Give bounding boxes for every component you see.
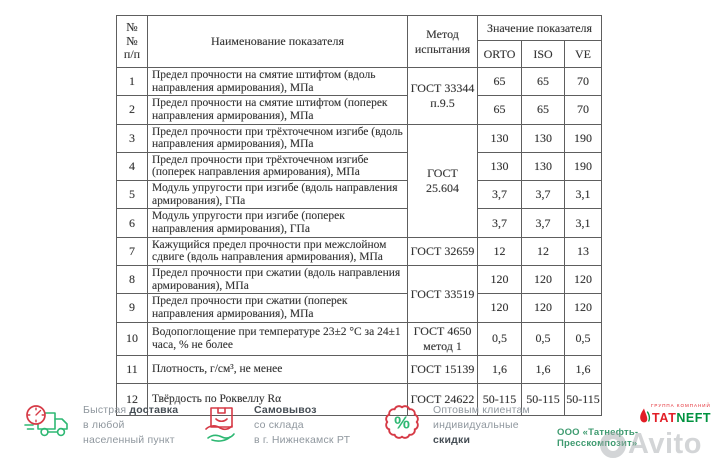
cell-num: 12 [117, 383, 148, 415]
cell-value-orto: 3,7 [478, 181, 522, 209]
cell-value-ve: 1,6 [565, 355, 602, 383]
cell-name: Предел прочности при сжатии (вдоль направления армирования), МПа [148, 265, 408, 293]
cell-num: 5 [117, 181, 148, 209]
cell-method: ГОСТ 33344 п.9.5 [408, 68, 478, 125]
cell-name: Плотность, г/см³, не менее [148, 355, 408, 383]
table-row [117, 322, 602, 355]
cell-num: 3 [117, 124, 148, 152]
table-row [117, 96, 602, 124]
feature-line: Самовывоз [254, 404, 317, 416]
feature-line: Быстрая доставка [83, 404, 179, 416]
delivery-truck-icon [22, 402, 74, 444]
header-value-group: Значение показателя [478, 16, 602, 41]
pickup-box-icon [198, 402, 244, 446]
discount-badge-icon [380, 400, 424, 444]
cell-name: Предел прочности на смятие штифтом (поперек направления армирования), МПа [148, 96, 408, 124]
cell-value-iso: 12 [522, 237, 565, 265]
feature-discount [380, 400, 530, 448]
company-name: ООО «Татнефть-Пресскомпозит» [557, 427, 639, 449]
cell-value-ve: 70 [565, 96, 602, 124]
cell-value-orto: 1,6 [478, 355, 522, 383]
logo-tagline: ГРУППА КОМПАНИЙ [651, 403, 711, 408]
table-row [117, 209, 602, 237]
cell-value-ve: 0,5 [565, 322, 602, 355]
cell-value-orto: 3,7 [478, 209, 522, 237]
cell-value-ve: 190 [565, 124, 602, 152]
table-row [117, 237, 602, 265]
cell-value-ve: 50-115 [565, 383, 602, 415]
feature-line: индивидуальные [433, 419, 519, 431]
cell-num: 8 [117, 265, 148, 293]
cell-value-orto: 65 [478, 68, 522, 96]
cell-value-orto: 120 [478, 265, 522, 293]
spec-table [116, 15, 602, 416]
cell-num: 4 [117, 152, 148, 180]
feature-pickup [198, 402, 350, 448]
cell-name: Твёрдость по Роквеллу Rα [148, 383, 408, 415]
feature-line: со склада [254, 419, 304, 431]
avito-watermark: Avito [600, 428, 702, 461]
feature-line: в г. Нижнекамск РТ [254, 434, 351, 446]
cell-value-iso: 130 [522, 152, 565, 180]
cell-method: ГОСТ 25.604 [408, 124, 478, 237]
cell-value-iso: 50-115 [522, 383, 565, 415]
feature-line: скидки [433, 434, 471, 446]
cell-value-iso: 65 [522, 96, 565, 124]
cell-value-ve: 120 [565, 294, 602, 322]
feature-line: населенный пункт [83, 434, 175, 446]
cell-value-iso: 130 [522, 124, 565, 152]
cell-method: ГОСТ 33519 [408, 265, 478, 322]
cell-value-ve: 190 [565, 152, 602, 180]
cell-value-ve: 3,1 [565, 181, 602, 209]
cell-value-orto: 50-115 [478, 383, 522, 415]
table-row [117, 152, 602, 180]
header-col-orto: ORTO [478, 41, 522, 68]
cell-value-iso: 3,7 [522, 209, 565, 237]
table-row [117, 68, 602, 96]
cell-name: Водопоглощение при температуре 23±2 °С за 24±1 часа, % не более [148, 322, 408, 355]
cell-value-iso: 65 [522, 68, 565, 96]
cell-value-orto: 130 [478, 124, 522, 152]
cell-value-orto: 0,5 [478, 322, 522, 355]
percent-glyph: % [394, 412, 410, 433]
table-row [117, 265, 602, 293]
cell-name: Модуль упругости при изгибе (поперек направления армирования), ГПа [148, 209, 408, 237]
cell-name: Модуль упругости при изгибе (вдоль направления армирования), ГПа [148, 181, 408, 209]
cell-method: ГОСТ 32659 [408, 237, 478, 265]
cell-num: 10 [117, 322, 148, 355]
table-row [117, 294, 602, 322]
cell-num: 2 [117, 96, 148, 124]
cell-value-ve: 70 [565, 68, 602, 96]
cell-value-orto: 120 [478, 294, 522, 322]
cell-value-ve: 13 [565, 237, 602, 265]
cell-method: ГОСТ 4650 метод 1 [408, 322, 478, 355]
table-row [117, 355, 602, 383]
cell-value-orto: 12 [478, 237, 522, 265]
cell-value-iso: 120 [522, 294, 565, 322]
cell-name: Предел прочности при трёхточечном изгибе (вдоль направления армирования), МПа [148, 124, 408, 152]
cell-value-orto: 130 [478, 152, 522, 180]
cell-value-orto: 65 [478, 96, 522, 124]
cell-value-iso: 0,5 [522, 322, 565, 355]
brand-wordmark: ТАТNEFT [652, 411, 712, 425]
cell-value-iso: 1,6 [522, 355, 565, 383]
table-row [117, 181, 602, 209]
cell-method: ГОСТ 15139 [408, 355, 478, 383]
cell-value-ve: 3,1 [565, 209, 602, 237]
table-row [117, 124, 602, 152]
header-num: № № п/п [117, 16, 148, 68]
cell-num: 9 [117, 294, 148, 322]
cell-method: ГОСТ 24622 [408, 383, 478, 415]
cell-value-ve: 120 [565, 265, 602, 293]
tatneft-flame-icon [638, 408, 651, 425]
cell-name: Предел прочности при сжатии (поперек направления армирования), МПа [148, 294, 408, 322]
feature-line: в любой [83, 419, 125, 431]
header-col-iso: ISO [522, 41, 565, 68]
cell-num: 7 [117, 237, 148, 265]
header-method: Метод испытания [408, 16, 478, 68]
feature-delivery [22, 402, 178, 448]
cell-value-iso: 120 [522, 265, 565, 293]
header-name: Наименование показателя [148, 16, 408, 68]
cell-name: Предел прочности при трёхточечном изгибе (поперек направления армирования), МПа [148, 152, 408, 180]
tatneft-logo [638, 403, 713, 425]
feature-line: Оптовым клиентам [433, 404, 530, 416]
cell-num: 6 [117, 209, 148, 237]
cell-num: 11 [117, 355, 148, 383]
cell-name: Кажущийся предел прочности при межслойном сдвиге (вдоль направления армирования), МПа [148, 237, 408, 265]
cell-name: Предел прочности на смятие штифтом (вдоль направления армирования), МПа [148, 68, 408, 96]
header-col-ve: VE [565, 41, 602, 68]
cell-num: 1 [117, 68, 148, 96]
cell-value-iso: 3,7 [522, 181, 565, 209]
